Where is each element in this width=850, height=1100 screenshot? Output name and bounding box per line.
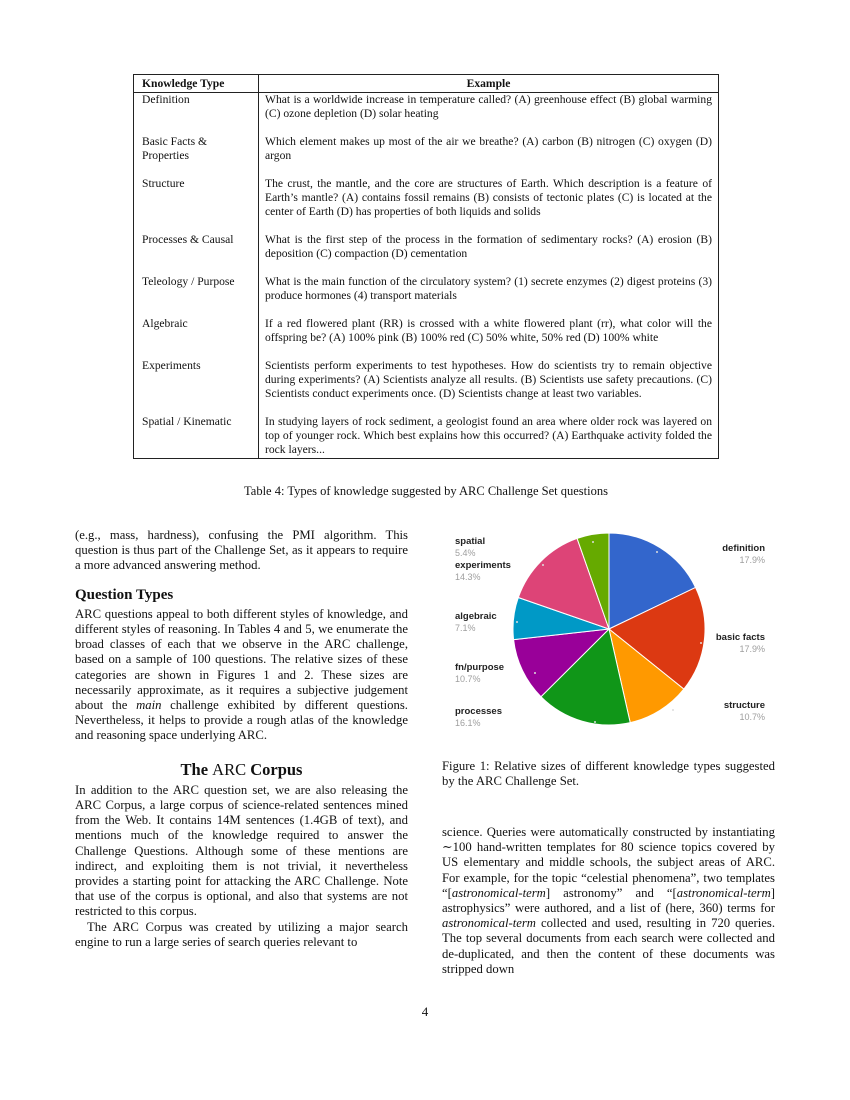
- heading-part: Corpus: [246, 759, 303, 779]
- row-example: What is the first step of the process in the formation of sedimentary rocks? (A) erosion (B) deposition (C) compaction (D) cementation: [265, 233, 712, 260]
- row-example: What is the main function of the circulatory system? (1) secrete enzymes (2) digest proteins (3) produce hormones (4) transport materials: [265, 275, 712, 302]
- table-row: [134, 93, 719, 136]
- row-type: Basic Facts & Properties: [134, 135, 259, 177]
- leader-dot: [592, 541, 594, 543]
- leader-dot: [700, 642, 702, 644]
- leader-dot: [594, 721, 596, 723]
- row-type: Experiments: [134, 359, 259, 415]
- pie-label: experiments: [455, 560, 511, 571]
- emphasis-term: astronomical-term: [676, 885, 771, 900]
- leader-dot: [534, 672, 536, 674]
- emphasis-term: astronomical-term: [442, 916, 536, 931]
- pie-label: definition: [722, 543, 765, 554]
- text-run: collected and used, resulting in 720 queries. The top several documents from each search were collected and de-duplicated, and then the content of these documents was stripped down: [442, 916, 775, 976]
- row-example: The crust, the mantle, and the core are structures of Earth. Which description is a feature of Earth’s mantle? (A) contains fossil remains (B) consists of tectonic plates (C) is located at the center of Earth (D) has properties of both liquids and solids: [265, 177, 712, 218]
- leader-dot: [516, 621, 518, 623]
- pie-percentage: 14.3%: [455, 572, 481, 582]
- text-run: ] astrophysics” were authored, and a list of (here, 360) terms for: [442, 885, 775, 916]
- pie-percentage: 7.1%: [455, 623, 476, 633]
- paragraph-continuation: (e.g., mass, hardness), confusing the PMI algorithm. This question is thus part of the Challenge Set, as it appears to require a more advanced answering method.: [75, 528, 408, 573]
- row-type: Definition: [134, 93, 259, 136]
- emphasis-term: astronomical-term: [451, 885, 546, 900]
- row-example: Scientists perform experiments to test hypotheses. How do scientists try to remain objective during experiments? (A) Scientists analyze all results. (B) Scientists use safety precautions. (C) Scientists conduct experiments once. (D) Scientists change at least two variables.: [265, 359, 712, 400]
- table-row: [134, 135, 719, 177]
- row-type: Algebraic: [134, 317, 259, 359]
- leader-dot: [672, 709, 674, 711]
- header-example: Example: [259, 75, 719, 93]
- emphasis-main: main: [136, 698, 162, 713]
- table-row: [134, 177, 719, 233]
- pie-percentage: 16.1%: [455, 718, 481, 728]
- paragraph-question-types: [75, 607, 408, 744]
- paragraph-queries: [442, 825, 775, 977]
- text-run: ] astronomy” and “[: [545, 885, 677, 900]
- row-type: Structure: [134, 177, 259, 233]
- row-example: What is a worldwide increase in temperature called? (A) greenhouse effect (B) global warming (C) ozone depletion (D) solar heating: [265, 93, 712, 120]
- heading-part: The: [180, 759, 213, 779]
- pie-chart-svg: [445, 530, 775, 730]
- table-header-row: [134, 75, 719, 93]
- pie-percentage: 17.9%: [739, 644, 765, 654]
- right-column: [442, 825, 775, 977]
- table-caption: Table 4: Types of knowledge suggested by ARC Challenge Set questions: [244, 484, 608, 498]
- paragraph-corpus-creation: The ARC Corpus was created by utilizing a major search engine to run a large series of search queries relevant to: [75, 919, 408, 949]
- pie-percentage: 10.7%: [455, 674, 481, 684]
- figure-1-pie-chart: [445, 530, 775, 730]
- row-type: Teleology / Purpose: [134, 275, 259, 317]
- leader-dot: [542, 564, 544, 566]
- pie-label: fn/purpose: [455, 662, 505, 673]
- pie-percentage: 17.9%: [739, 555, 765, 565]
- heading-part-arc: ARC: [212, 759, 247, 779]
- figure-caption: Figure 1: Relative sizes of different knowledge types suggested by the ARC Challenge Set.: [442, 759, 775, 789]
- header-knowledge-type: Knowledge Type: [134, 75, 259, 93]
- pie-percentage: 10.7%: [739, 712, 765, 722]
- table-row: [134, 359, 719, 415]
- page-number: 4: [421, 1004, 429, 1019]
- pie-label: spatial: [455, 536, 486, 547]
- left-column: [75, 528, 408, 950]
- pie-label: basic facts: [715, 632, 765, 643]
- knowledge-types-table-container: [133, 74, 719, 459]
- leader-dot: [656, 551, 658, 553]
- text-run: science. Queries were automatically constructed by instantiating ∼100 hand-written templates for 80 science topics covered by US elementary and middle schools, the subject areas of ARC. For example, for the topic “celestial phenomena”, two templates “[: [442, 825, 775, 900]
- row-type: Processes & Causal: [134, 233, 259, 275]
- table-row: [134, 275, 719, 317]
- table-row: [134, 317, 719, 359]
- pie-label: processes: [455, 706, 503, 717]
- text-run: ARC questions appeal to both different styles of knowledge, and different styles of reasoning. In Tables 4 and 5, we enumerate the broad classes of each that we observe in the ARC challenge, based on a sample of 100 questions. The relative sizes of these categories are shown in Figures 1 and 2. These sizes are necessarily approximate, as it requires a subjective judgement about the: [75, 606, 408, 713]
- row-example: Which element makes up most of the air we breathe? (A) carbon (B) nitrogen (C) oxygen (D) argon: [265, 135, 712, 162]
- knowledge-types-table: [133, 74, 719, 459]
- row-example: In studying layers of rock sediment, a geologist found an area where older rock was layered on top of younger rock. Which best explains how this occurred? (A) Earthquake activity folded the rock layers...: [265, 415, 712, 456]
- paragraph-arc-corpus: In addition to the ARC question set, we are also releasing the ARC Corpus, a large corpus of science-related sentences mined from the Web. It contains 14M sentences (1.4GB of text), and mentions much of the knowledge required to answer the Challenge Questions. Although some of these mentions are indirect, and exploiting them is not trivial, it nevertheless provides a starting point for attacking the ARC Challenge. Note that use of the corpus is optional, and also that systems are not restricted to this corpus.: [75, 782, 408, 919]
- table-row: [134, 233, 719, 275]
- row-type: Spatial / Kinematic: [134, 415, 259, 459]
- pie-label: algebraic: [455, 611, 497, 622]
- table-row: [134, 415, 719, 459]
- section-heading-arc-corpus: [75, 759, 408, 779]
- text-run: challenge exhibited by different questions. Nevertheless, it helps to provide a rough atlas of the knowledge and reasoning space underlying ARC.: [75, 698, 408, 743]
- section-heading-question-types: Question Types: [75, 586, 174, 603]
- row-example: If a red flowered plant (RR) is crossed with a white flowered plant (rr), what color will the offspring be? (A) 100% pink (B) 100% red (C) 50% white, 50% red (D) 100% white: [265, 317, 712, 344]
- pie-percentage: 5.4%: [455, 548, 476, 558]
- pie-label: structure: [723, 700, 765, 711]
